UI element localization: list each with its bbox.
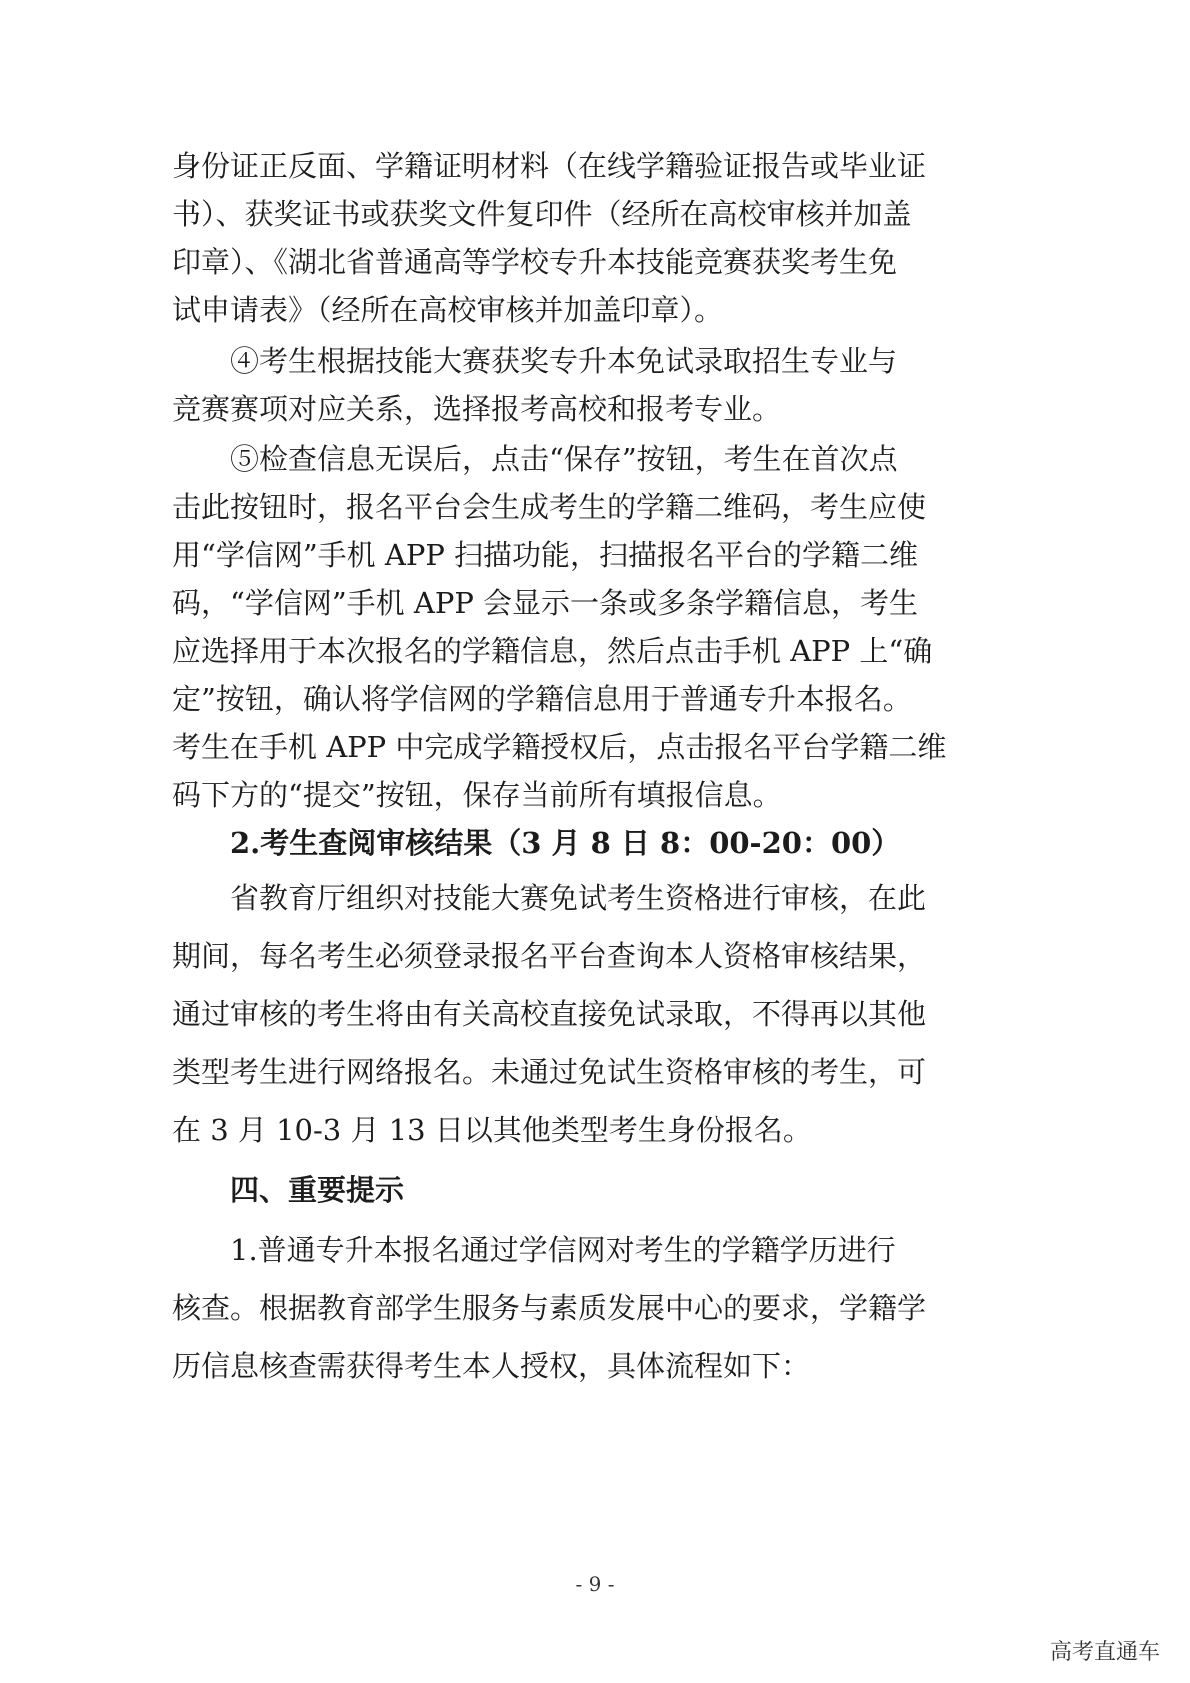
body-line-6: 竞赛赛项对应关系，选择报考高校和报考专业。 [172,392,782,426]
body-line-8: 击此按钮时，报名平台会生成考生的学籍二维码，考生应使 [172,490,927,524]
body-line-24: 历信息核查需获得考生本人授权，具体流程如下： [172,1349,811,1383]
section-heading-important-notes: 四、重要提示 [230,1173,405,1207]
body-line-3: 印章）、《湖北省普通高等学校专升本技能竞赛获奖考生免 [172,245,898,279]
body-line-20: 在 3 月 10-3 月 13 日以其他类型考生身份报名。 [172,1113,812,1147]
body-line-16: 省教育厅组织对技能大赛免试考生资格进行审核，在此 [230,881,927,915]
section-heading-review-results: 2.考生查阅审核结果（3 月 8 日 8：00-20：00） [230,826,901,860]
body-line-11: 应选择用于本次报名的学籍信息，然后点击手机 APP 上“确 [172,634,933,668]
body-line-14: 码下方的“提交”按钮，保存当前所有填报信息。 [172,778,782,812]
body-line-17: 期间，每名考生必须登录报名平台查询本人资格审核结果， [172,939,927,973]
body-line-23: 核查。根据教育部学生服务与素质发展中心的要求，学籍学 [172,1291,927,1325]
body-line-2: 书）、获奖证书或获奖文件复印件（经所在高校审核并加盖 [172,197,912,231]
body-line-9: 用“学信网”手机 APP 扫描功能，扫描报名平台的学籍二维 [172,538,919,572]
body-line-4: 试申请表》（经所在高校审核并加盖印章）。 [172,293,724,327]
body-line-7: ⑤检查信息无误后，点击“保存”按钮，考生在首次点 [230,442,898,476]
page-number: - 9 - [575,1572,615,1596]
watermark: 高考直通车 [1049,1640,1160,1665]
body-line-19: 类型考生进行网络报名。未通过免试生资格审核的考生，可 [172,1055,927,1089]
body-line-5: ④考生根据技能大赛获奖专升本免试录取招生专业与 [230,344,898,378]
body-line-22: 1.普通专升本报名通过学信网对考生的学籍学历进行 [230,1233,896,1267]
body-line-13: 考生在手机 APP 中完成学籍授权后，点击报名平台学籍二维 [172,730,947,764]
body-line-10: 码，“学信网”手机 APP 会显示一条或多条学籍信息，考生 [172,586,919,620]
body-line-18: 通过审核的考生将由有关高校直接免试录取，不得再以其他 [172,997,927,1031]
body-line-12: 定”按钮，确认将学信网的学籍信息用于普通专升本报名。 [172,682,912,716]
body-line-1: 身份证正反面、学籍证明材料（在线学籍验证报告或毕业证 [172,149,927,183]
